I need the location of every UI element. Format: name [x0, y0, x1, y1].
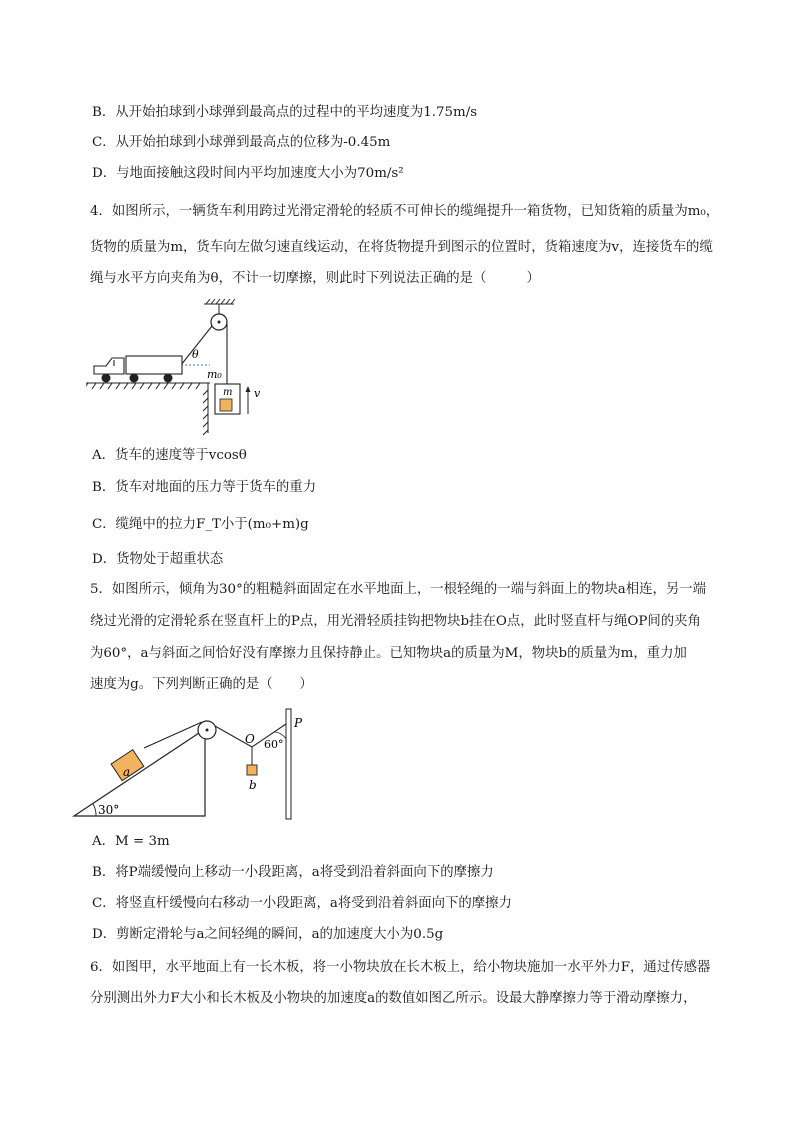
q4-stem-line2: 货物的质量为m，货车向左做匀速直线运动，在将货物提升到图示的位置时，货箱速度为v，连接货车的缆 [90, 240, 713, 255]
q4-stem-line3: 绳与水平方向夹角为θ，不计一切摩擦，则此时下列说法正确的是（ ） [90, 271, 540, 286]
q5-option-c: C．将竖直杆缓慢向右移动一小段距离，a将受到沿着斜面向下的摩擦力 [92, 896, 512, 911]
v-label: v [254, 387, 261, 400]
q5-stem-line4: 速度为g。下列判断正确的是（ ） [90, 677, 313, 692]
q6-stem-line2: 分别测出外力F大小和长木板及小物块的加速度a的数值如图乙所示。设最大静摩擦力等于滑动摩擦力， [90, 991, 697, 1006]
m-label: m [223, 387, 233, 398]
point-p-label: P [294, 716, 303, 730]
q3-option-d: D．与地面接触这段时间内平均加速度大小为70m/s² [92, 166, 404, 181]
q4-stem-line1: 4．如图所示，一辆货车利用跨过光滑定滑轮的轻质不可伸长的缆绳提升一箱货物，已知货箱的质量为m₀， [90, 204, 720, 219]
block-b-label: b [249, 778, 257, 792]
q6-stem-line1: 6．如图甲，水平地面上有一长木板，将一小物块放在长木板上，给小物块施加一水平外力F，通过传感器 [90, 960, 711, 975]
point-o-label: O [245, 732, 255, 746]
q3-option-b: B．从开始拍球到小球弹到最高点的过程中的平均速度为1.75m/s [92, 105, 478, 120]
truck-wheels [102, 374, 173, 383]
ground [86, 383, 210, 435]
truck [94, 356, 182, 374]
q4-option-d: D．货物处于超重状态 [92, 552, 224, 567]
angle-60-label: 60° [264, 738, 284, 751]
q5-option-a: A．M = 3m [92, 834, 170, 849]
q5-stem-line1: 5．如图所示，倾角为30°的粗糙斜面固定在水平地面上，一根轻绳的一端与斜面上的物块a相连，另一端 [90, 582, 707, 597]
q5-stem-line2: 绕过光滑的定滑轮系在竖直杆上的P点，用光滑轻质挂钩把物块b挂在O点，此时竖直杆与绳OP间的夹角 [90, 614, 701, 629]
cargo-goods [220, 399, 232, 411]
q4-option-c: C．缆绳中的拉力F_T小于(m₀+m)g [92, 517, 309, 532]
m0-label: m₀ [207, 368, 222, 381]
q4-truck-pulley-figure [86, 298, 286, 438]
q4-option-b: B．货车对地面的压力等于货车的重力 [92, 480, 317, 495]
q5-stem-line3: 为60°，a与斜面之间恰好没有摩擦力且保持静止。已知物块a的质量为M，物块b的质量为m，重力加 [90, 646, 687, 661]
block-a-label: a [123, 765, 131, 779]
block-b [247, 765, 257, 775]
incline [74, 729, 205, 816]
angle-30-label: 30° [98, 803, 120, 817]
q5-option-d: D．剪断定滑轮与a之间轻绳的瞬间，a的加速度大小为0.5g [92, 927, 444, 942]
q3-option-c: C．从开始拍球到小球弹到最高点的位移为-0.45m [92, 135, 391, 150]
q4-option-a: A．货车的速度等于vcosθ [92, 448, 247, 463]
q5-incline-figure [70, 703, 310, 825]
theta-label: θ [192, 348, 199, 361]
vertical-rod [286, 709, 291, 819]
q5-option-b: B．将P端缓慢向上移动一小段距离，a将受到沿着斜面向下的摩擦力 [92, 865, 494, 880]
